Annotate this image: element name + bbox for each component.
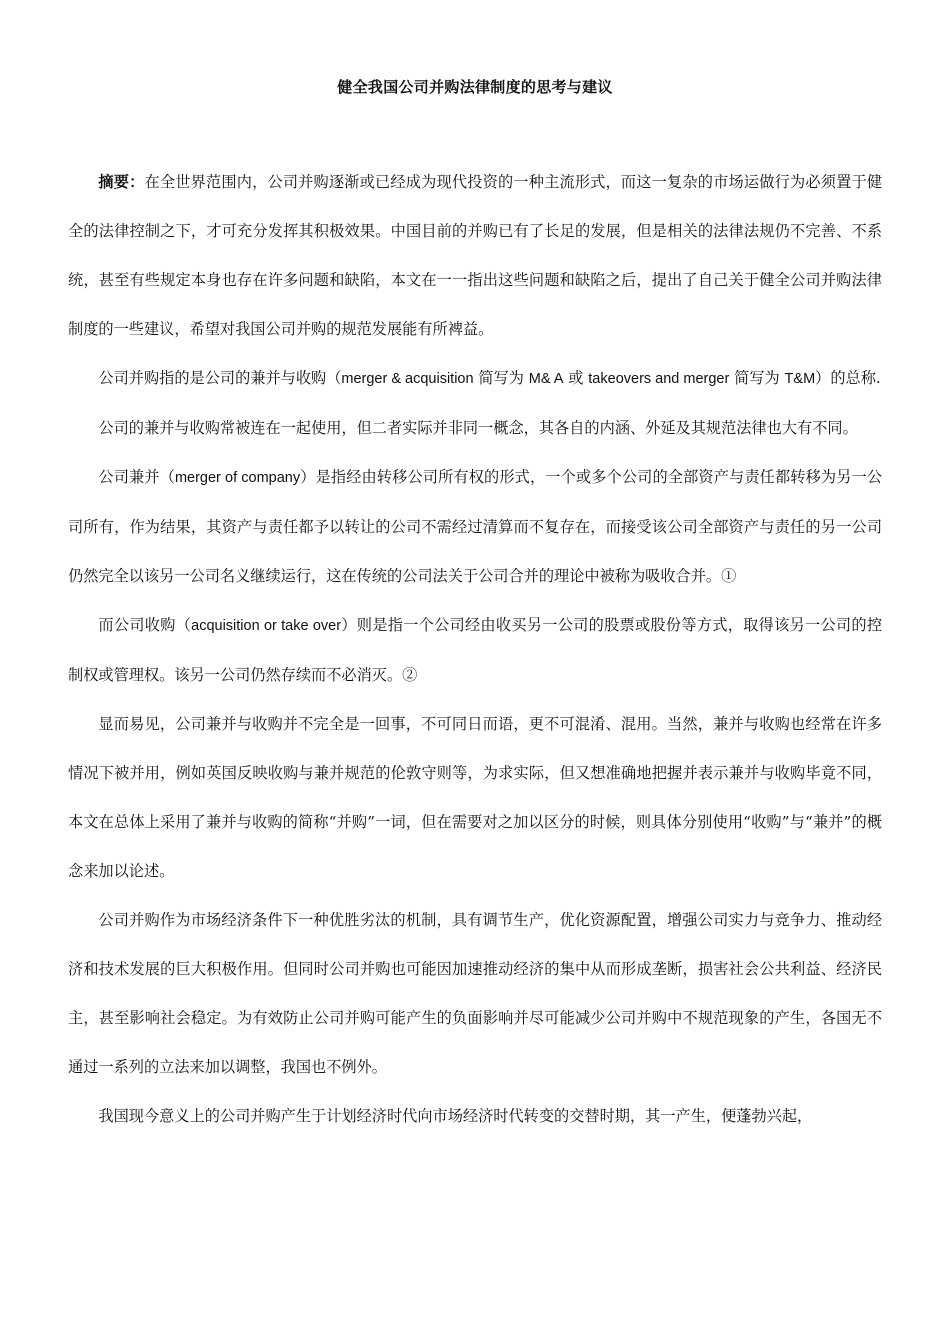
- p1-term-a: merger & acquisition: [341, 371, 474, 387]
- p1-term-b: M& A: [528, 371, 564, 387]
- p3-term: merger of company: [174, 470, 301, 486]
- paragraph-1: [68, 354, 882, 404]
- p1-text-c: 或: [568, 369, 584, 387]
- abstract-paragraph: [68, 158, 882, 354]
- p1-text-e: ）的总称.: [815, 369, 881, 387]
- abstract-label: 摘要：: [98, 173, 145, 191]
- p1-text-b: 简写为: [478, 369, 524, 387]
- p3-text-a: 公司兼并（: [98, 468, 175, 486]
- abstract-text: 在全世界范围内，公司并购逐渐或已经成为现代投资的一种主流形式，而这一复杂的市场运做行为必须置于健全的法律控制之下，才可充分发挥其积极效果。中国目前的并购已有了长足的发展，但是相关的法律法规仍不完善、不系统，甚至有些规定本身也存在许多问题和缺陷，本文在一一指出这些问题和缺陷之后，提出了自己关于健全公司并购法律制度的一些建议，希望对我国公司并购的规范发展能有所裨益。: [68, 173, 883, 338]
- document-body: [68, 158, 882, 1141]
- p1-text-d: 简写为: [734, 369, 780, 387]
- paragraph-2: 公司的兼并与收购常被连在一起使用，但二者实际并非同一概念，其各自的内涵、外延及其规范法律也大有不同。: [98, 419, 858, 437]
- paragraph-4: [68, 601, 882, 700]
- p4-text-a: 而公司收购（: [98, 616, 192, 634]
- p4-term: acquisition or take over: [191, 618, 342, 634]
- paragraph-6: 公司并购作为市场经济条件下一种优胜劣汰的机制，具有调节生产，优化资源配置，增强公司实力与竞争力、推动经济和技术发展的巨大积极作用。但同时公司并购也可能因加速推动经济的集中从而形成垄断，损害社会公共利益、经济民主，甚至影响社会稳定。为有效防止公司并购可能产生的负面影响并尽可能减少公司并购中不规范现象的产生，各国无不通过一系列的立法来加以调整，我国也不例外。: [68, 911, 882, 1076]
- paragraph-3: [68, 453, 882, 601]
- paragraph-7: 我国现今意义上的公司并购产生于计划经济时代向市场经济时代转变的交替时期，其一产生，便蓬勃兴起，: [98, 1107, 813, 1125]
- p1-term-c: takeovers and merger: [588, 371, 730, 387]
- p3-text-b: ）是指经由转移公司所有权的形式，一个或多个公司的全部资产与责任都转移为另一公司所有，作为结果，其资产与责任都予以转让的公司不需经过清算而不复存在，而接受该公司全部资产与责任的另一公司仍然完全以该另一公司名义继续运行，这在传统的公司法关于公司合并的理论中被称为吸收合并。①: [68, 468, 882, 585]
- p4-text-b: ）则是指一个公司经由收买另一公司的股票或股份等方式，取得该另一公司的控制权或管理权。该另一公司仍然存续而不必消灭。②: [68, 616, 883, 684]
- paragraph-5: 显而易见，公司兼并与收购并不完全是一回事，不可同日而语，更不可混淆、混用。当然，兼并与收购也经常在许多情况下被并用，例如英国反映收购与兼并规范的伦敦守则等，为求实际，但又想准确地把握并表示兼并与收购毕竟不同，本文在总体上采用了兼并与收购的简称“并购”一词，但在需要对之加以区分的时候，则具体分别使用“收购”与“兼并”的概念来加以论述。: [68, 715, 882, 880]
- p1-term-d: T&M: [784, 371, 816, 387]
- document-title: 健全我国公司并购法律制度的思考与建议: [337, 78, 613, 96]
- p1-text-a: 公司并购指的是公司的兼并与收购（: [98, 369, 342, 387]
